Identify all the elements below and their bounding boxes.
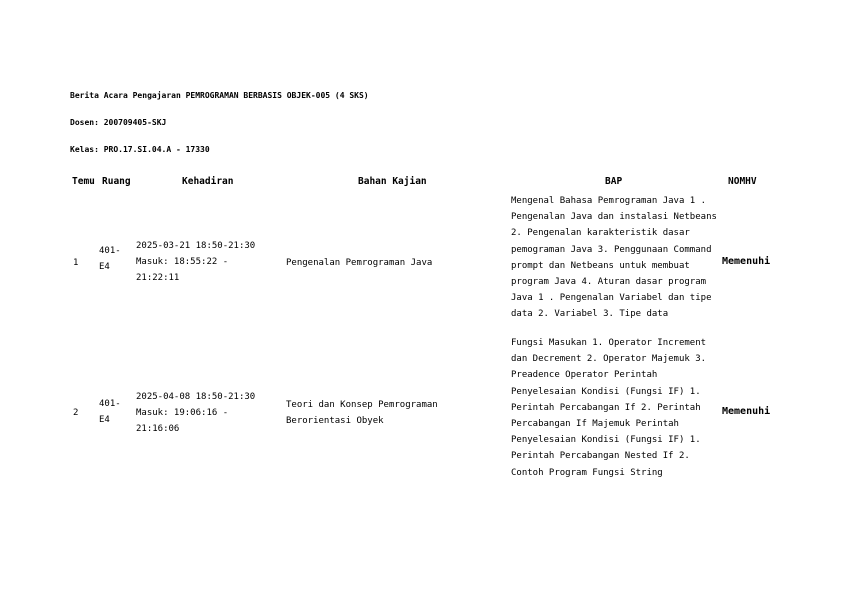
column-header-bap: BAP — [605, 176, 623, 187]
row-bap: Mengenal Bahasa Pemrograman Java 1 . Pengenalan Java dan instalasi Netbeans 2. Pengenalan karakteristik dasar pemograman Java 3. Penggunaan Command prompt dan Netbeans untuk membuat program Java 4. Aturan dasar program Java 1 . Pengenalan Variabel dan tipe data 2. Variabel 3. Tipe data — [511, 196, 717, 320]
row-ruang: 401-E4 — [99, 399, 121, 426]
kelas-line: Kelas: PRO.17.SI.04.A - 17330 — [70, 145, 210, 154]
column-header-bahan-kajian: Bahan Kajian — [358, 176, 427, 187]
row-bahan-kajian: Pengenalan Pemrograman Java — [286, 258, 433, 268]
row-bap: Fungsi Masukan 1. Operator Increment dan Decrement 2. Operator Majemuk 3. Preadence Operator Perintah Penyelesaian Kondisi (Fungsi IF) 1. Perintah Percabangan If 2. Perintah Percabangan If Majemuk Perintah Penyelesaian Kondisi (Fungsi IF) 1. Perintah Percabangan Nested If 2. Contoh Program Fungsi String — [511, 338, 707, 478]
row-number: 2 — [73, 408, 79, 418]
row-nomhv-status: Memenuhi — [722, 406, 771, 417]
column-header-temu: Temu — [72, 176, 95, 187]
column-header-nomhv: NOMHV — [728, 176, 757, 187]
row-kehadiran: 2025-03-21 18:50-21:30 Masuk: 18:55:22 - 21:22:11 — [136, 241, 256, 284]
document-title: Berita Acara Pengajaran PEMROGRAMAN BERBASIS OBJEK-005 (4 SKS) — [70, 91, 369, 100]
column-header-kehadiran: Kehadiran — [182, 176, 234, 187]
row-nomhv-status: Memenuhi — [722, 256, 771, 267]
row-ruang: 401-E4 — [99, 246, 121, 273]
column-header-ruang: Ruang — [102, 176, 131, 187]
dosen-line: Dosen: 200709405-SKJ — [70, 118, 167, 127]
row-kehadiran: 2025-04-08 18:50-21:30 Masuk: 19:06:16 - 21:16:06 — [136, 392, 256, 435]
row-bahan-kajian: Teori dan Konsep Pemrograman Berorientasi Obyek — [286, 400, 438, 427]
row-number: 1 — [73, 258, 79, 268]
